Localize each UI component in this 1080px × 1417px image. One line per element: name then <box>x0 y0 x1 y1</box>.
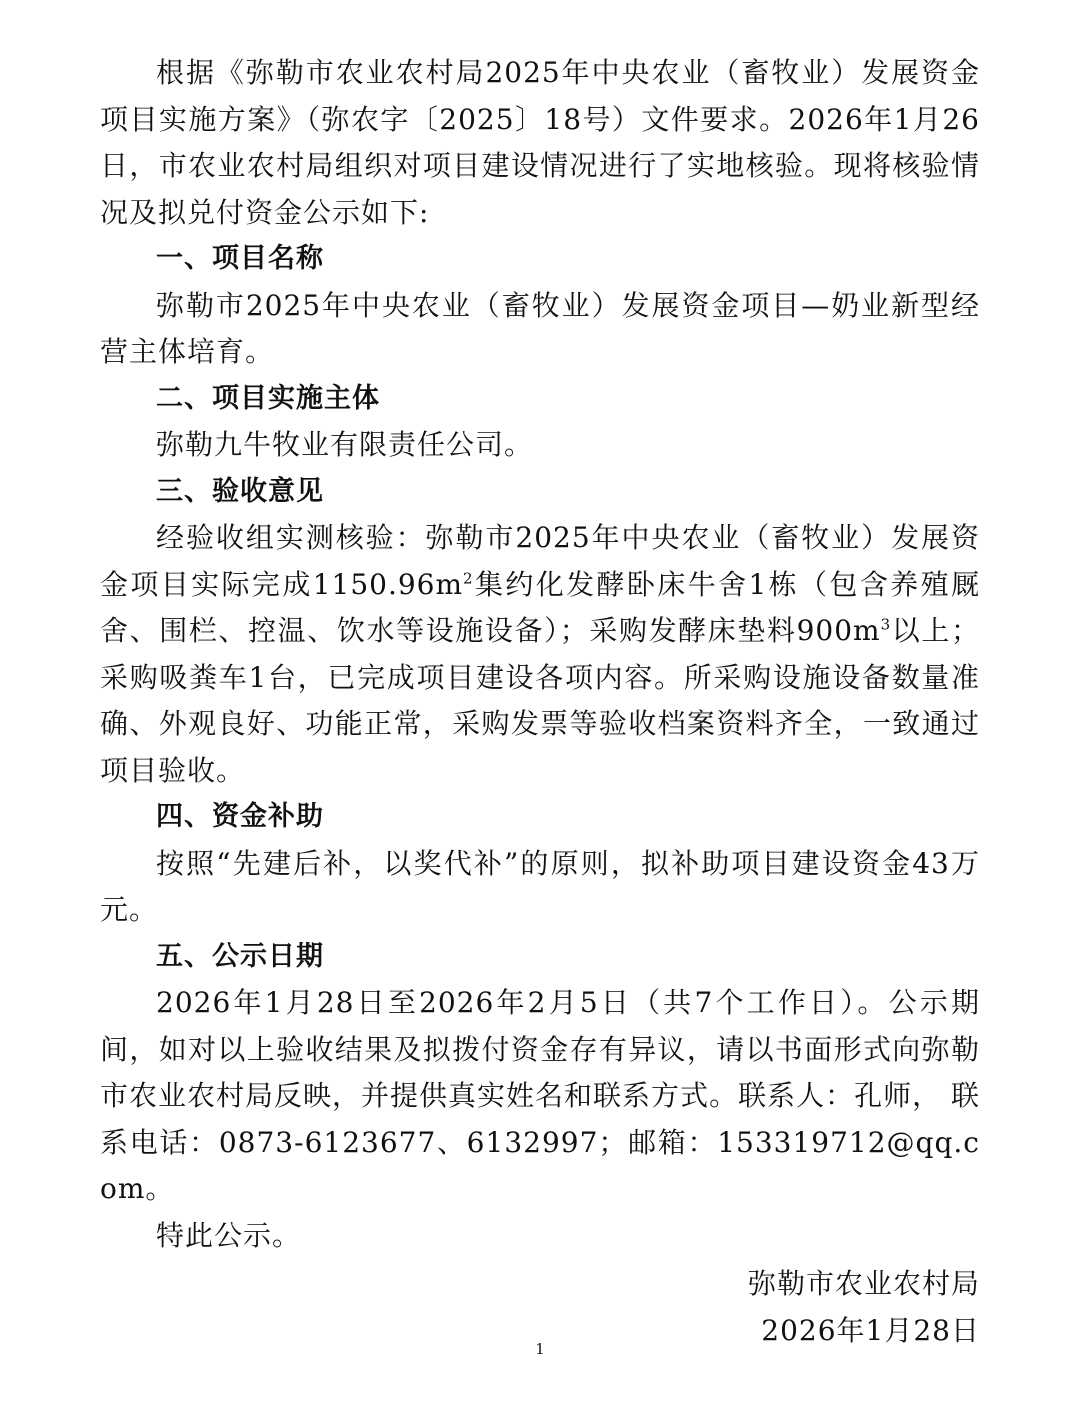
page-number: 1 <box>535 1340 545 1358</box>
document-body <box>100 50 980 1354</box>
signature-date: 2026年1月28日 <box>761 1313 980 1347</box>
section-body-publicity-date: 2026年1月28日至2026年2月5日（共7个工作日）。公示期间，如对以上验收结果及拟拨付资金存有异议，请以书面形式向弥勒市农业农村局反映，并提供真实姓名和联系方式。联系人：孔师， 联系电话：0873-6123677、6132997；邮箱：153319712@qq.com。 <box>100 986 980 1205</box>
signature-org: 弥勒市农业农村局 <box>747 1267 980 1300</box>
volume-unit-superscript: 3 <box>880 615 892 634</box>
section-heading-project-name: 一、项目名称 <box>156 243 324 274</box>
acceptance-text-part1: 经验收组实测核验：弥勒市2025年中央农业（畜牧业）发展资金项目实际完成1150.96m <box>100 521 980 601</box>
section-body-implementer: 弥勒九牛牧业有限责任公司。 <box>156 428 534 461</box>
intro-paragraph: 根据《弥勒市农业农村局2025年中央农业（畜牧业）发展资金项目实施方案》（弥农字〔2025〕18号）文件要求。2026年1月26日，市农业农村局组织对项目建设情况进行了实地核验。现将核验情况及拟兑付资金公示如下: <box>100 56 980 229</box>
section-body-acceptance <box>100 515 980 794</box>
section-heading-implementer: 二、项目实施主体 <box>156 382 380 414</box>
section-heading-acceptance: 三、验收意见 <box>156 475 324 507</box>
area-unit-superscript: 2 <box>463 569 474 588</box>
closing-remark: 特此公示。 <box>156 1218 302 1252</box>
section-heading-subsidy: 四、资金补助 <box>156 801 324 832</box>
acceptance-text-part3: 以上；采购吸粪车1台，已完成项目建设各项内容。所采购设施设备数量准确、外观良好、功能正常，采购发票等验收档案资料齐全，一致通过项目验收。 <box>100 614 980 787</box>
section-heading-publicity-date: 五、公示日期 <box>156 940 324 972</box>
section-body-project-name: 弥勒市2025年中央农业（畜牧业）发展资金项目—奶业新型经营主体培育。 <box>100 288 980 368</box>
section-body-subsidy: 按照“先建后补，以奖代补”的原则，拟补助项目建设资金43万元。 <box>100 846 980 926</box>
acceptance-text-part2: 集约化发酵卧床牛舍1栋（包含养殖厩舍、围栏、控温、饮水等设施设备）；采购发酵床垫料900m <box>100 567 980 647</box>
